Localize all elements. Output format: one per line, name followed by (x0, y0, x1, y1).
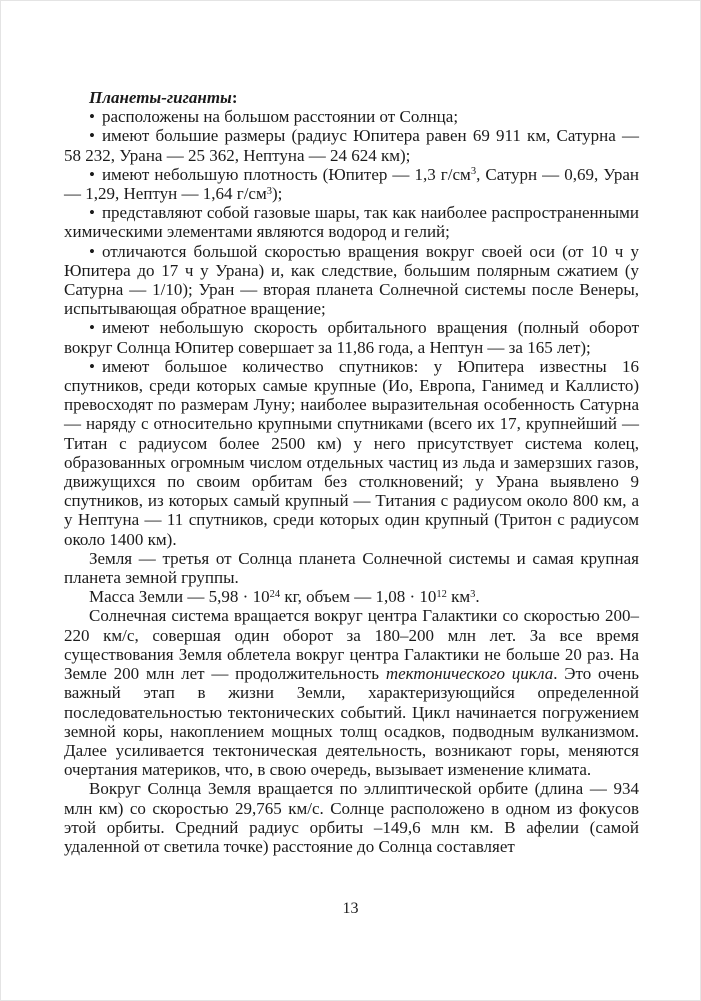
superscript: 3 (470, 166, 477, 178)
bullet-item (64, 165, 639, 203)
bullet-text: , Сатурн — 0,69, Уран — 1,29, Нептун — 1,64 г/см (64, 164, 639, 204)
paragraph-orbit (64, 779, 639, 856)
italic-term: тектонического цикла (385, 664, 554, 684)
bullet-marker: • (89, 318, 95, 338)
bullet-marker: • (89, 241, 95, 261)
bullet-marker: • (89, 164, 95, 184)
bullet-text: ); (271, 184, 283, 204)
section-heading (64, 88, 639, 107)
bullet-item (64, 203, 639, 241)
bullet-item (64, 126, 639, 164)
bullet-item (64, 242, 639, 319)
bullet-text: имеют небольшую плотность (Юпитер — 1,3 г/см (101, 164, 471, 184)
bullet-marker: • (89, 356, 95, 376)
paragraph-text: . Это очень важный этап в жизни Земли, характеризующийся определенной последовательностью тектонических событий. Цикл начинается погружением земной коры, накоплением мощных толщ осадков, подводным вулканизмом. Далее усиливается тектоническая деятельность, возникают горы, меняются очертания материков, что, в свою очередь, вызывает изменение климата. (64, 664, 640, 780)
bullet-marker: • (89, 107, 95, 127)
bullet-item (64, 357, 639, 549)
bullet-text: имеют большое количество спутников: у Юпитера известны 16 спутников, среди которых самые крупные (Ио, Европа, Ганимед и Каллисто) превосходят по размерам Луну; наиболее выразительная особенность Сатурна — наряду с относительно крупными спутниками (всего их 17, крупнейший — Титан с радиусом более 2500 км) у него присутствует система колец, образованных огромным числом отдельных частиц из льда и замерзших газов, движущихся по своим орбитам без столкновений; у Урана выявлено 9 спутников, из которых самый крупный — Титания с радиусом около 800 км, а у Нептуна — 11 спутников, среди которых один крупный (Тритон с радиусом около 1400 км). (64, 356, 639, 549)
paragraph-text: Земля — третья от Солнца планета Солнечной системы и самая крупная планета земной группы. (64, 548, 639, 588)
heading-title: Планеты-гиганты (89, 88, 232, 107)
superscript: 3 (470, 588, 476, 600)
bullet-marker: • (89, 126, 95, 146)
superscript: 12 (436, 588, 447, 600)
paragraph-text: км (446, 587, 471, 607)
bullet-text: представляют собой газовые шары, так как наиболее распространенными химическими элементами являются водород и гелий; (64, 203, 639, 242)
bullet-marker: • (89, 203, 95, 223)
paragraph-mass (64, 587, 639, 606)
superscript: 24 (269, 588, 281, 600)
paragraph-text: кг, объем — 1,08 · 10 (280, 587, 437, 607)
paragraph-galaxy (64, 606, 639, 779)
text-column (64, 88, 639, 856)
bullet-text: расположены на большом расстоянии от Солнца; (101, 107, 459, 127)
paragraph-earth (64, 549, 639, 587)
paragraph-text: Вокруг Солнца Земля вращается по эллиптической орбите (длина — 934 млн км) со скоростью 29,765 км/с. Солнце расположено в одном из фокусов этой орбиты. Средний радиус орбиты –149,6 млн км. В афелии (самой удаленной от светила точке) расстояние до Солнца составляет (64, 779, 639, 856)
bullet-text: отличаются большой скоростью вращения вокруг своей оси (от 10 ч у Юпитера до 17 ч у Урана) и, как следствие, большим полярным сжатием (у Сатурна — 1/10); Уран — вторая планета Солнечной системы после Венеры, испытывающая обратное вращение; (64, 241, 639, 319)
heading-colon: : (231, 88, 238, 107)
bullet-text: имеют большие размеры (радиус Юпитера равен 69 911 км, Сатурна — 58 232, Урана — 25 362, Нептуна — 24 624 км); (64, 126, 639, 165)
page-number: 13 (342, 900, 359, 917)
bullet-item (64, 318, 639, 356)
bullet-text: имеют небольшую скорость орбитального вращения (полный оборот вокруг Солнца Юпитер совершает за 11,86 года, а Нептун — за 165 лет); (64, 318, 639, 357)
bullet-item (64, 107, 639, 126)
superscript: 3 (266, 185, 272, 197)
paragraph-text: Масса Земли — 5,98 · 10 (89, 587, 270, 607)
paragraph-text: Солнечная система вращается вокруг центра Галактики со скоростью 200–220 км/с, совершая один оборот за 180–200 млн лет. За все время существования Земля облетела вокруг центра Галактики не больше 20 раз. На Земле 200 млн лет — продолжительность (64, 606, 639, 684)
paragraph-text: . (475, 587, 480, 607)
